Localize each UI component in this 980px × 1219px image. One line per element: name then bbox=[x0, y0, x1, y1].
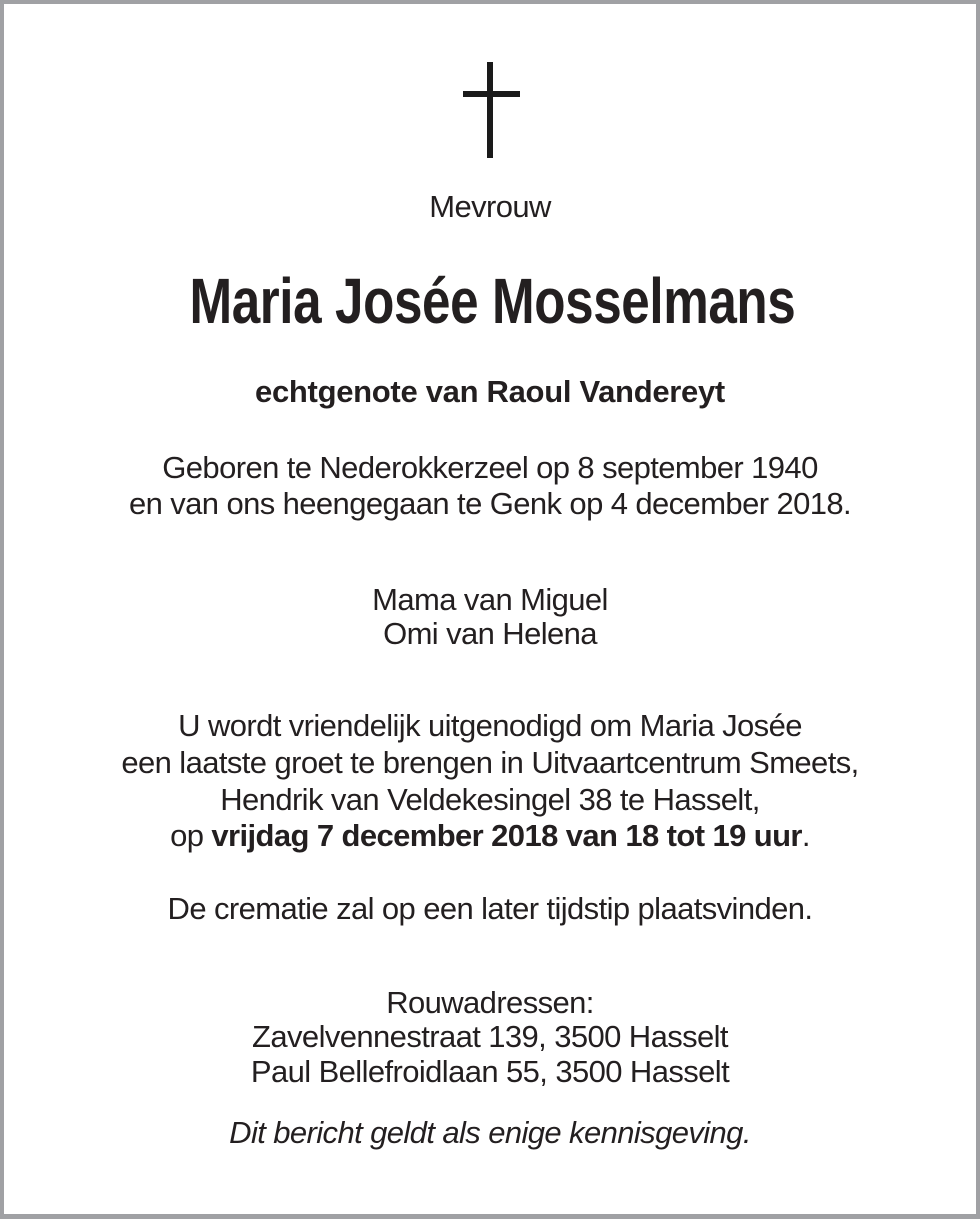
birth-line: Geboren te Nederokkerzeel op 8 september 1940 bbox=[162, 450, 818, 485]
salutation: Mevrouw bbox=[429, 189, 551, 224]
visitation-datetime: vrijdag 7 december 2018 van 18 tot 19 uur bbox=[211, 818, 802, 853]
cross-horizontal-bar bbox=[463, 91, 520, 97]
invitation-line-2: een laatste groet te brengen in Uitvaartcentrum Smeets, bbox=[121, 745, 859, 780]
family-line-grandmother: Omi van Helena bbox=[383, 616, 597, 651]
invitation-suffix: . bbox=[801, 818, 810, 853]
spouse-line: echtgenote van Raoul Vandereyt bbox=[255, 374, 725, 409]
cremation-note: De crematie zal op een later tijdstip plaatsvinden. bbox=[167, 891, 813, 926]
addresses-label: Rouwadressen: bbox=[386, 985, 594, 1020]
invitation-prefix: op bbox=[170, 818, 212, 853]
deceased-name: Maria Josée Mosselmans bbox=[189, 265, 796, 337]
death-line: en van ons heengegaan te Genk op 4 december 2018. bbox=[128, 486, 852, 521]
family-line-mother: Mama van Miguel bbox=[372, 582, 608, 617]
invitation-line-4 bbox=[0, 818, 980, 854]
address-2: Paul Bellefroidlaan 55, 3500 Hasselt bbox=[250, 1054, 730, 1089]
invitation-line-1: U wordt vriendelijk uitgenodigd om Maria Josée bbox=[178, 708, 802, 743]
notice-footer: Dit bericht geldt als enige kennisgeving. bbox=[229, 1115, 751, 1150]
cross-vertical-bar bbox=[487, 62, 493, 158]
invitation-line-3: Hendrik van Veldekesingel 38 te Hasselt, bbox=[220, 782, 760, 817]
address-1: Zavelvennestraat 139, 3500 Hasselt bbox=[252, 1019, 728, 1054]
